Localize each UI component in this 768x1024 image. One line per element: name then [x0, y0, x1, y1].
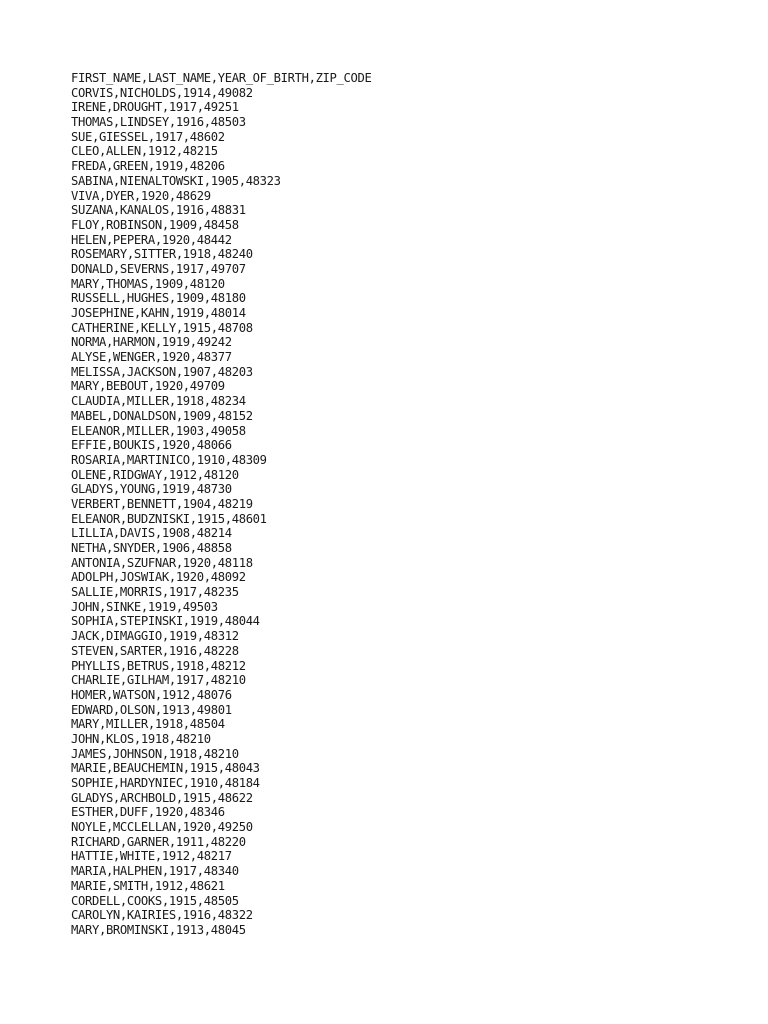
csv-data-row: ESTHER,DUFF,1920,48346 — [71, 805, 225, 820]
csv-data-row: NETHA,SNYDER,1906,48858 — [71, 541, 232, 555]
csv-data-row: EDWARD,OLSON,1913,49801 — [71, 702, 232, 717]
csv-data-row: CATHERINE,KELLY,1915,48708 — [71, 320, 253, 335]
csv-data-row: CORVIS,NICHOLDS,1914,49082 — [71, 85, 253, 100]
csv-data-row: SABINA,NIENALTOWSKI,1905,48323 — [71, 173, 281, 188]
csv-data-row: VERBERT,BENNETT,1904,48219 — [71, 496, 253, 511]
csv-data-row: MARY,MILLER,1918,48504 — [71, 717, 225, 732]
csv-data-row: NOYLE,MCCLELLAN,1920,49250 — [71, 820, 253, 835]
csv-data-row: ANTONIA,SZUFNAR,1920,48118 — [71, 555, 253, 570]
csv-data-row: SUZANA,KANALOS,1916,48831 — [71, 203, 246, 218]
csv-text-block — [71, 71, 691, 938]
csv-data-row: GLADYS,YOUNG,1919,48730 — [71, 482, 232, 497]
csv-data-row: SUE,GIESSEL,1917,48602 — [71, 129, 225, 144]
csv-data-row: GLADYS,ARCHBOLD,1915,48622 — [71, 790, 253, 805]
csv-data-row: ADOLPH,JOSWIAK,1920,48092 — [71, 570, 246, 585]
csv-data-row: SALLIE,MORRIS,1917,48235 — [71, 585, 239, 600]
csv-data-row: CAROLYN,KAIRIES,1916,48322 — [71, 908, 253, 923]
csv-data-row: RUSSELL,HUGHES,1909,48180 — [71, 291, 246, 306]
csv-data-row: DONALD,SEVERNS,1917,49707 — [71, 261, 246, 276]
csv-data-row: JOHN,KLOS,1918,48210 — [71, 731, 211, 746]
csv-data-row: LILLIA,DAVIS,1908,48214 — [71, 526, 232, 541]
csv-data-row: STEVEN,SARTER,1916,48228 — [71, 643, 239, 658]
csv-data-row: JAMES,JOHNSON,1918,48210 — [71, 746, 239, 761]
csv-data-row: PHYLLIS,BETRUS,1918,48212 — [71, 658, 246, 673]
csv-data-row: MARY,THOMAS,1909,48120 — [71, 276, 225, 291]
csv-data-row: ELEANOR,MILLER,1903,49058 — [71, 423, 246, 438]
csv-data-row: JACK,DIMAGGIO,1919,48312 — [71, 629, 239, 644]
csv-data-row: MARY,BEBOUT,1920,49709 — [71, 379, 225, 394]
csv-data-row: ELEANOR,BUDZNISKI,1915,48601 — [71, 511, 267, 526]
csv-data-row: RICHARD,GARNER,1911,48220 — [71, 834, 246, 849]
csv-header-row: FIRST_NAME,LAST_NAME,YEAR_OF_BIRTH,ZIP_CODE — [71, 71, 372, 85]
csv-data-row: CLAUDIA,MILLER,1918,48234 — [71, 394, 246, 409]
csv-data-row: ALYSE,WENGER,1920,48377 — [71, 350, 232, 365]
csv-data-row: HOMER,WATSON,1912,48076 — [71, 687, 232, 702]
csv-data-row: CORDELL,COOKS,1915,48505 — [71, 893, 239, 908]
csv-data-row: EFFIE,BOUKIS,1920,48066 — [71, 438, 232, 453]
csv-data-row: NORMA,HARMON,1919,49242 — [71, 335, 232, 350]
csv-data-row: CLEO,ALLEN,1912,48215 — [71, 144, 218, 159]
csv-data-row: JOHN,SINKE,1919,49503 — [71, 599, 218, 614]
csv-data-row: SOPHIA,STEPINSKI,1919,48044 — [71, 614, 260, 629]
csv-data-row: ROSARIA,MARTINICO,1910,48309 — [71, 452, 267, 467]
csv-data-row: VIVA,DYER,1920,48629 — [71, 188, 211, 203]
csv-data-row: MARY,BROMINSKI,1913,48045 — [71, 922, 246, 937]
csv-data-row: SOPHIE,HARDYNIEC,1910,48184 — [71, 776, 260, 790]
csv-data-row: THOMAS,LINDSEY,1916,48503 — [71, 115, 246, 130]
csv-data-row: MARIE,SMITH,1912,48621 — [71, 878, 225, 893]
csv-data-row: MELISSA,JACKSON,1907,48203 — [71, 364, 253, 379]
csv-data-row: HATTIE,WHITE,1912,48217 — [71, 849, 232, 864]
csv-data-row: ROSEMARY,SITTER,1918,48240 — [71, 247, 253, 262]
csv-data-row: FLOY,ROBINSON,1909,48458 — [71, 217, 239, 232]
csv-data-row: MABEL,DONALDSON,1909,48152 — [71, 408, 253, 423]
csv-data-row: JOSEPHINE,KAHN,1919,48014 — [71, 306, 246, 320]
csv-data-row: MARIE,BEAUCHEMIN,1915,48043 — [71, 761, 260, 776]
csv-data-row: HELEN,PEPERA,1920,48442 — [71, 232, 232, 247]
csv-data-row: OLENE,RIDGWAY,1912,48120 — [71, 467, 239, 482]
csv-data-row: MARIA,HALPHEN,1917,48340 — [71, 864, 239, 879]
csv-data-row: FREDA,GREEN,1919,48206 — [71, 159, 225, 174]
csv-data-row: IRENE,DROUGHT,1917,49251 — [71, 100, 239, 115]
csv-data-row: CHARLIE,GILHAM,1917,48210 — [71, 673, 246, 688]
